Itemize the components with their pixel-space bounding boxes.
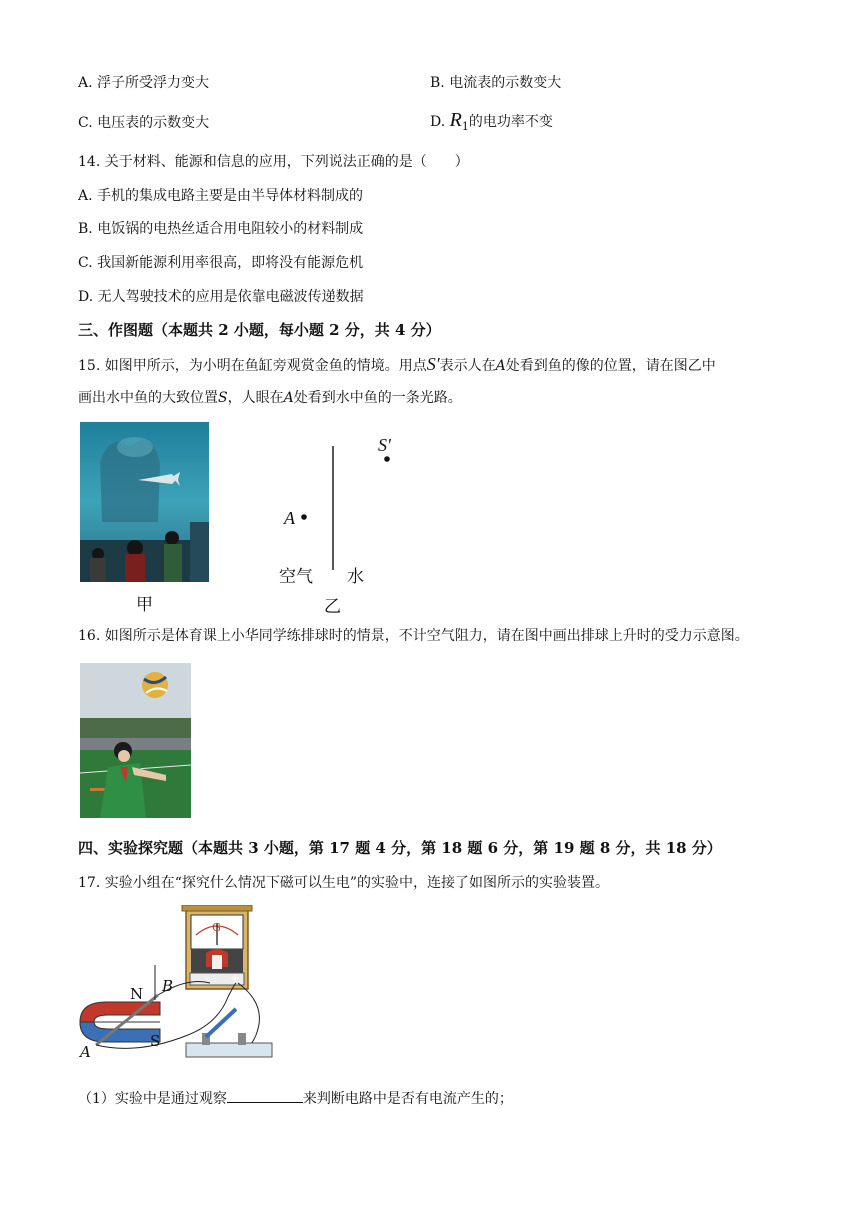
answer-blank[interactable]	[227, 1088, 303, 1103]
q14-option-c: C. 我国新能源利用率很高，即将没有能源危机	[78, 255, 364, 271]
q13-option-d	[430, 110, 553, 137]
q13-option-c: C. 电压表的示数变大	[78, 115, 210, 131]
magnet-s-label: S	[150, 1032, 161, 1050]
q15-line1-a-point: A	[495, 358, 506, 374]
section3-title: 三、作图题（本题共 2 小题，每小题 2 分，共 4 分）	[78, 321, 441, 339]
figure-jia-caption: 甲	[136, 595, 153, 615]
section4-title: 四、实验探究题（本题共 3 小题，第 17 题 4 分，第 18 题 6 分，第 19 题 8 分，共 18 分）	[78, 839, 722, 857]
q17-sub1-b: 来判断电路中是否有电流产生的；	[302, 1091, 513, 1107]
point-a-label: A	[284, 508, 295, 528]
q15-line1-c: 处看到鱼的像的位置，请在图乙中	[505, 358, 716, 374]
q14-option-d: D. 无人驾驶技术的应用是依靠电磁波传递数据	[78, 289, 364, 305]
q14-stem: 14. 关于材料、能源和信息的应用，下列说法正确的是（ ）	[78, 154, 469, 170]
magnet-n-label: N	[130, 985, 144, 1003]
q14-option-b: B. 电饭锅的电热丝适合用电阻较小的材料制成	[78, 221, 364, 237]
q15-line1	[78, 354, 716, 376]
switch-lever	[206, 1009, 236, 1037]
volleyball-photo	[80, 663, 191, 818]
q15-line1-b: 表示人在	[439, 358, 496, 374]
r1-subscript: 1	[461, 119, 469, 133]
point-s-prime-dot	[384, 456, 390, 462]
q16-text: 16. 如图所示是体育课上小华同学练排球时的情景，不计空气阻力，请在图中画出排球上升时的受力示意图。	[78, 628, 749, 644]
q15-line2-s: S	[218, 390, 228, 406]
q17-sub1	[78, 1088, 513, 1109]
q17-sub1-a: （1）实验中是通过观察	[78, 1091, 227, 1107]
electromagnetic-induction-apparatus	[78, 905, 278, 1065]
rod-b-label: B	[162, 977, 174, 995]
q15-line1-a: 15. 如图甲所示，为小明在鱼缸旁观赏金鱼的情境。用点	[78, 358, 427, 374]
figure-yi-caption: 乙	[324, 597, 341, 617]
aquarium-photo-art	[80, 422, 209, 582]
volleyball-photo-art	[80, 663, 191, 818]
air-label: 空气	[279, 567, 313, 587]
s-prime-symbol: S′	[426, 354, 440, 374]
refraction-diagram	[270, 430, 420, 580]
q15-line2-a: 画出水中鱼的大致位置	[78, 390, 218, 406]
q15-line2	[78, 388, 462, 408]
q14-option-a: A. 手机的集成电路主要是由半导体材料制成的	[78, 188, 364, 204]
galvanometer-minus-label: -	[205, 971, 210, 985]
aquarium-photo	[80, 422, 209, 582]
q13-option-d-prefix: D.	[430, 114, 450, 130]
r1-symbol: R	[449, 109, 462, 131]
galvanometer-g-label: G	[212, 921, 221, 934]
q13-option-b: B. 电流表的示数变大	[430, 75, 562, 91]
q13-option-d-text: 的电功率不变	[468, 114, 553, 130]
switch-base	[186, 1043, 272, 1057]
point-s-prime-label: S′	[378, 435, 391, 455]
galvanometer-plus-label: +	[230, 971, 241, 985]
q15-line2-c: 处看到水中鱼的一条光路。	[293, 390, 462, 406]
rod-a-label: A	[80, 1043, 91, 1061]
water-label: 水	[347, 567, 364, 587]
q13-option-a: A. 浮子所受浮力变大	[78, 75, 210, 91]
q15-line2-a-point: A	[283, 390, 294, 406]
point-a-dot	[301, 514, 307, 520]
q17-stem: 17. 实验小组在“探究什么情况下磁可以生电”的实验中，连接了如图所示的实验装置。	[78, 875, 610, 891]
q15-line2-b: ，人眼在	[227, 390, 284, 406]
